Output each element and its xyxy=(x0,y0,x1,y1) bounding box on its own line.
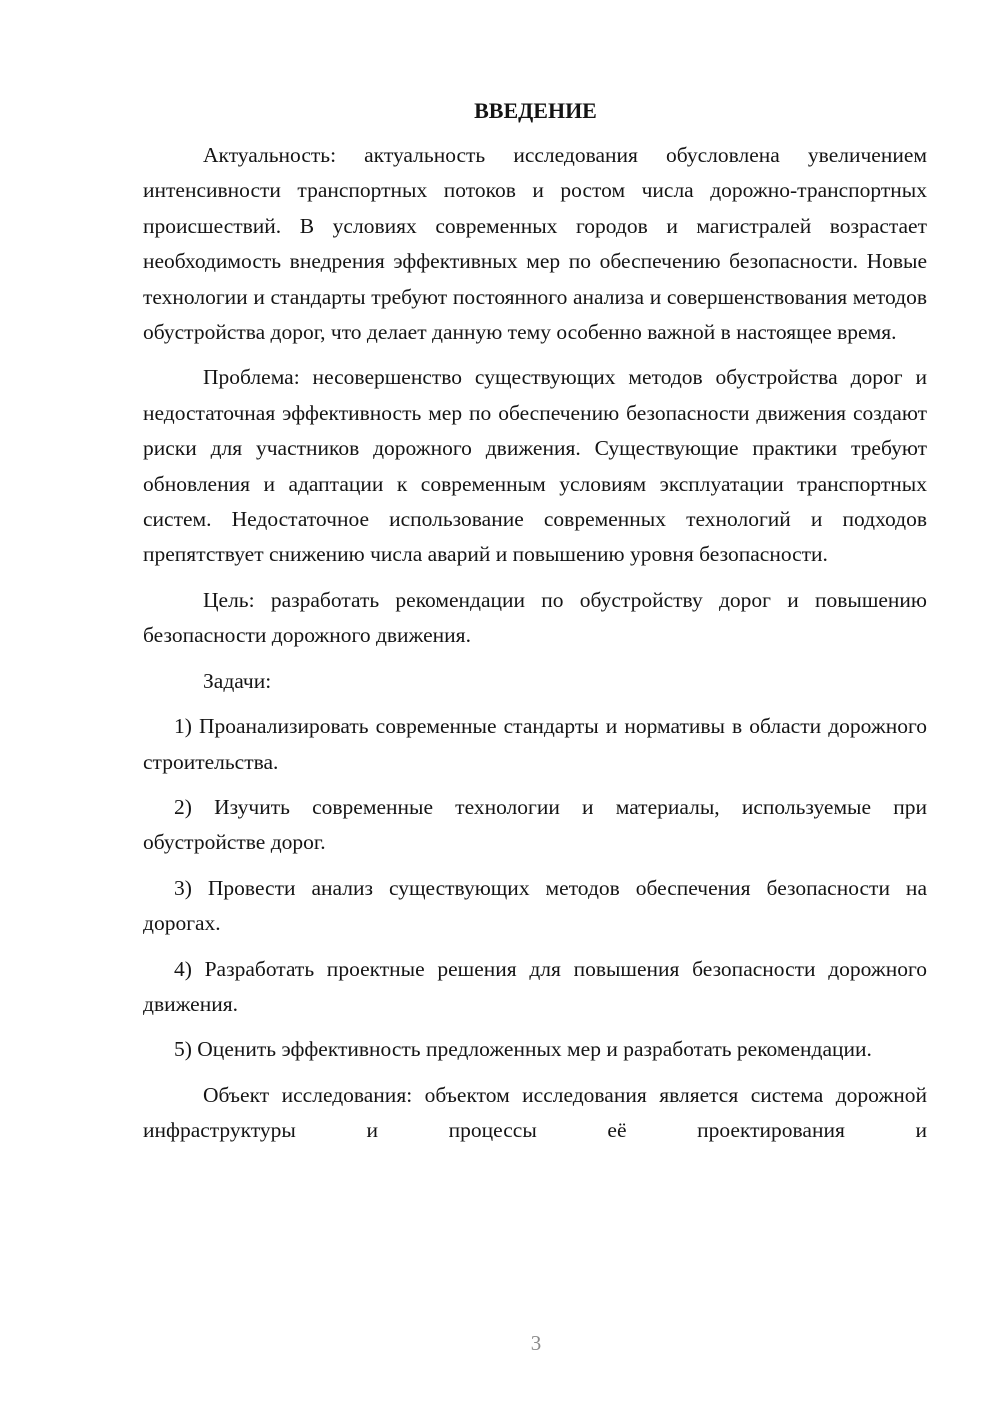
task-item: 3) Провести анализ существующих методов обеспечения безопасности на дорогах. xyxy=(143,875,927,936)
goal-paragraph: Цель: разработать рекомендации по обустройству дорог и повышению безопасности дорожного движения. xyxy=(143,587,927,648)
task-item: 5) Оценить эффективность предложенных мер и разработать рекомендации. xyxy=(174,1037,872,1062)
document-page xyxy=(143,96,927,1149)
tasks-label: Задачи: xyxy=(203,668,272,693)
relevance-paragraph: Актуальность: актуальность исследования обусловлена увеличением интенсивности транспортных потоков и ростом числа дорожно-транспортных происшествий. В условиях современных городов и магистралей возрастает необходимость внедрения эффективных мер по обеспечению безопасности. Новые технологии и стандарты требуют постоянного анализа и совершенствования методов обустройства дорог, что делает данную тему особенно важной в настоящее время. xyxy=(143,143,927,345)
section-title: ВВЕДЕНИЕ xyxy=(474,98,597,123)
page-number: 3 xyxy=(530,1331,542,1355)
task-item: 2) Изучить современные технологии и материалы, используемые при обустройстве дорог. xyxy=(143,794,927,855)
task-item: 4) Разработать проектные решения для повышения безопасности дорожного движения. xyxy=(143,956,927,1016)
task-item: 1) Проанализировать современные стандарты и нормативы в области дорожного строительства. xyxy=(143,714,927,774)
tasks-list xyxy=(143,709,927,1068)
problem-paragraph: Проблема: несовершенство существующих методов обустройства дорог и недостаточная эффективность мер по обеспечению безопасности движения создают риски для участников дорожного движения. Существующие практики требуют обновления и адаптации к современным условиям эксплуатации транспортных систем. Недостаточное использование современных технологий и подходов препятствует снижению числа аварий и повышению уровня безопасности. xyxy=(143,365,927,567)
object-paragraph: Объект исследования: объектом исследования является система дорожной инфраструктуры и процессы её проектирования и xyxy=(143,1082,927,1143)
